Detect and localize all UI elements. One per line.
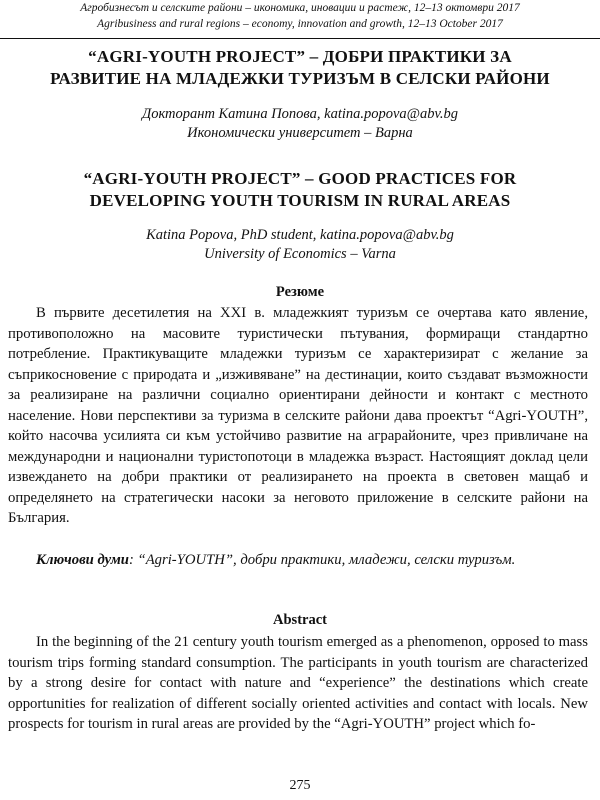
author-en-name: Katina Popova, PhD student, katina.popova@abv.bg bbox=[146, 227, 454, 243]
title-bg-line2: РАЗВИТИЕ НА МЛАДЕЖКИ ТУРИЗЪМ В СЕЛСКИ РАЙОНИ bbox=[50, 69, 550, 88]
running-header bbox=[0, 0, 600, 42]
abstract-text-en: In the beginning of the 21 century youth tourism emerged as a phenomenon, opposed to mass tourism trips forming standard consumption. The participants in youth tourism are characterized by a strong desire for contact with nature and “experience” the destinations which create opportunities for realization of different socially oriented activities and contact with locals. New prospects for tourism in rural areas are provided by the “Agri-YOUTH” project which fo- bbox=[8, 634, 588, 732]
abstract-heading-en: Abstract bbox=[273, 612, 327, 628]
author-bg bbox=[10, 105, 590, 143]
running-header-en: Agribusiness and rural regions – economy, innovation and growth, 12–13 October 2017 bbox=[97, 18, 503, 30]
page-number: 275 bbox=[289, 778, 311, 793]
keywords-text: : “Agri-YOUTH”, добри практики, младежи, селски туризъм. bbox=[128, 552, 516, 568]
keywords-bg bbox=[8, 550, 588, 571]
title-bg bbox=[10, 46, 590, 90]
author-bg-name: Докторант Катина Попова, katina.popova@abv.bg bbox=[141, 106, 459, 122]
title-en-line1: “AGRI-YOUTH PROJECT” – GOOD PRACTICES FOR bbox=[83, 169, 517, 188]
affiliation-bg: Икономически университет – Варна bbox=[187, 125, 413, 141]
affiliation-en: University of Economics – Varna bbox=[204, 246, 396, 262]
author-en bbox=[10, 226, 590, 264]
keywords-label: Ключови думи bbox=[36, 552, 129, 568]
title-en-line2: DEVELOPING YOUTH TOURISM IN RURAL AREAS bbox=[89, 191, 511, 210]
header-rule bbox=[0, 38, 600, 39]
title-en bbox=[10, 168, 590, 212]
abstract-text-bg: В първите десетилетия на XXI в. младежкият туризъм се очертава като явление, противоположно на масовите туристически пътувания, формиращи стандартно потребление. Практикуващите младежки туризъм се характеризират с желание за съприкосновение с природата и „изживяване” на дестинации, които създават възможности за реализиране на различни социално ориентирани дейности и контакт с местното население. Нови перспективи за туризма в селските райони дава проектът “Agri-YOUTH”, който насочва усилията си към устойчиво развитие на аграрайоните, чрез привличане на международни и национални туристопотоци в младежка възраст. Настоящият доклад цели извеждането на добри практики от реализирането на проекта в световен мащаб и определянето на стратегически насоки за неговото приложение в селските райони на България. bbox=[8, 305, 588, 526]
abstract-heading-bg: Резюме bbox=[275, 284, 325, 300]
title-bg-line1: “AGRI-YOUTH PROJECT” – ДОБРИ ПРАКТИКИ ЗА bbox=[88, 47, 512, 66]
running-header-bg: Агробизнесът и селските райони – икономика, иновации и растеж, 12–13 октомври 2017 bbox=[80, 2, 520, 14]
